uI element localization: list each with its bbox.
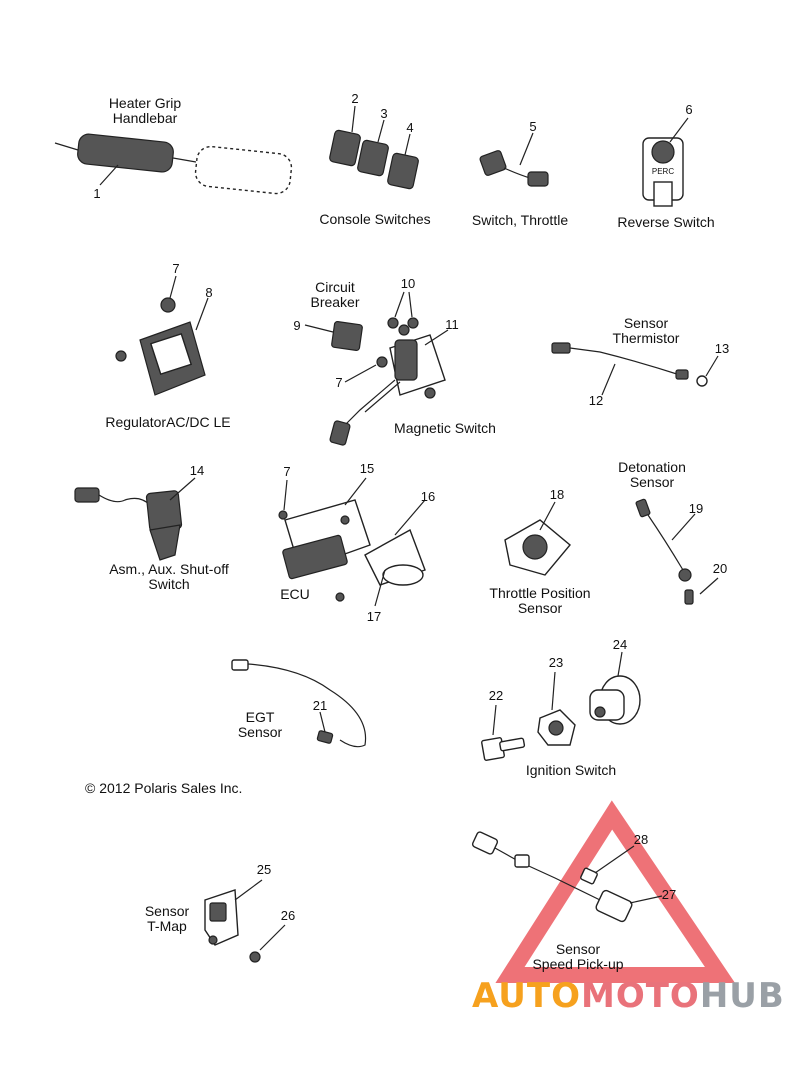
callout-21: 21 bbox=[312, 698, 328, 713]
callout-9: 9 bbox=[293, 318, 301, 333]
callout-13: 13 bbox=[714, 341, 730, 356]
watermark-text bbox=[472, 976, 785, 1016]
heater-grip-part bbox=[55, 133, 293, 195]
detonation-sensor-label: Detonation Sensor bbox=[618, 459, 686, 490]
regulator-part bbox=[116, 276, 208, 395]
watermark-part3: HUB bbox=[699, 976, 785, 1016]
ignition-switch-label: Ignition Switch bbox=[525, 762, 617, 778]
aux-shutoff-label: Asm., Aux. Shut-off Switch bbox=[109, 561, 229, 592]
callout-3: 3 bbox=[380, 106, 388, 121]
callout-15: 15 bbox=[359, 461, 375, 476]
sensor-thermistor-part bbox=[552, 343, 718, 395]
console-switches-label: Console Switches bbox=[319, 211, 431, 227]
callout-1: 1 bbox=[93, 186, 101, 201]
callout-25: 25 bbox=[256, 862, 272, 877]
throttle-switch-part bbox=[479, 133, 548, 186]
callout-22: 22 bbox=[488, 688, 504, 703]
callout-19: 19 bbox=[688, 501, 704, 516]
callout-26: 26 bbox=[280, 908, 296, 923]
throttle-position-sensor-part bbox=[505, 502, 570, 575]
callout-14: 14 bbox=[189, 463, 205, 478]
callout-20: 20 bbox=[712, 561, 728, 576]
callout-5: 5 bbox=[529, 119, 537, 134]
magnetic-switch-label: Magnetic Switch bbox=[394, 420, 496, 436]
sensor-thermistor-label: Sensor Thermistor bbox=[612, 315, 680, 346]
sensor-speed-label: Sensor Speed Pick-up bbox=[532, 941, 624, 972]
perc-label: PERC bbox=[651, 167, 675, 176]
callout-27: 27 bbox=[661, 887, 677, 902]
callout-2: 2 bbox=[351, 91, 359, 106]
sensor-tmap-label: Sensor T-Map bbox=[144, 903, 190, 934]
callout-8: 8 bbox=[205, 285, 213, 300]
egt-sensor-label: EGT Sensor bbox=[237, 709, 283, 740]
callout-16: 16 bbox=[420, 489, 436, 504]
console-switches-part bbox=[329, 106, 419, 189]
tmap-sensor-part bbox=[205, 880, 285, 962]
callout-23: 23 bbox=[548, 655, 564, 670]
callout-6: 6 bbox=[685, 102, 693, 117]
callout-11: 11 bbox=[445, 317, 459, 332]
throttle-position-label: Throttle Position Sensor bbox=[489, 585, 591, 616]
heater-grip-label: Heater Grip Handlebar bbox=[108, 95, 182, 126]
callout-7c: 7 bbox=[283, 464, 291, 479]
circuit-breaker-label: Circuit Breaker bbox=[310, 279, 360, 310]
detonation-sensor-part bbox=[636, 499, 718, 604]
ecu-label: ECU bbox=[280, 586, 310, 602]
callout-4: 4 bbox=[406, 120, 414, 135]
copyright-text: © 2012 Polaris Sales Inc. bbox=[85, 780, 243, 796]
regulator-label: RegulatorAC/DC LE bbox=[105, 414, 231, 430]
reverse-switch-part bbox=[643, 118, 688, 206]
callout-10: 10 bbox=[400, 276, 416, 291]
callout-28: 28 bbox=[633, 832, 649, 847]
aux-shutoff-switch-part bbox=[75, 478, 195, 560]
callout-7b: 7 bbox=[335, 375, 343, 390]
watermark-part2: MOTO bbox=[580, 976, 700, 1016]
callout-18: 18 bbox=[549, 487, 565, 502]
callout-24: 24 bbox=[612, 637, 628, 652]
callout-7a: 7 bbox=[172, 261, 180, 276]
callout-12: 12 bbox=[588, 393, 604, 408]
watermark-part1: AUTO bbox=[472, 976, 581, 1016]
reverse-switch-label: Reverse Switch bbox=[617, 214, 715, 230]
switch-throttle-label: Switch, Throttle bbox=[471, 212, 569, 228]
callout-17: 17 bbox=[366, 609, 382, 624]
